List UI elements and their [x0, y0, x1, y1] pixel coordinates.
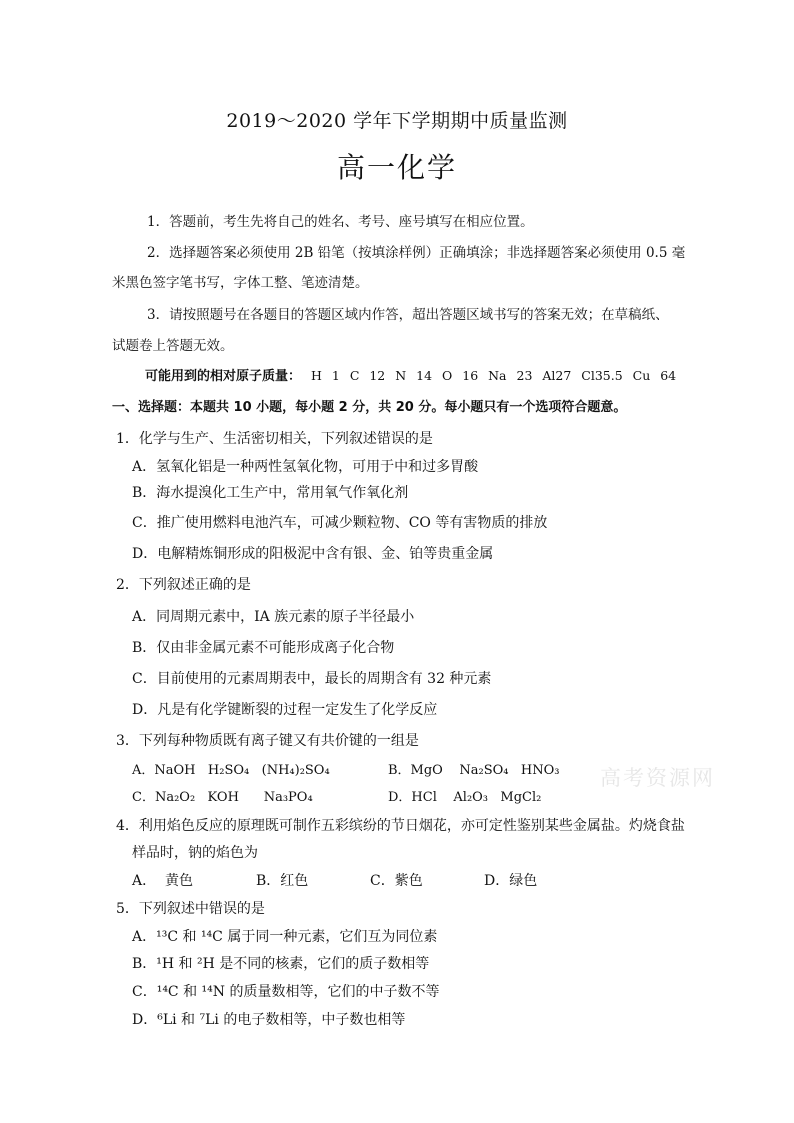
exam-title: 2019～2020 学年下学期期中质量监测 [226, 110, 568, 132]
section-heading: 一、选择题：本题共 10 小题，每小题 2 分，共 20 分。每小题只有一个选项符合题意。 [112, 400, 627, 415]
question-1-stem: 1．化学与生产、生活密切相关，下列叙述错误的是 [116, 431, 433, 447]
question-2-option-c: C．目前使用的元素周期表中，最长的周期含有 32 种元素 [132, 671, 492, 687]
watermark: 高考资源网 [600, 766, 715, 790]
question-4-stem-cont: 样品时，钠的焰色为 [132, 845, 258, 861]
question-5-stem: 5．下列叙述中错误的是 [116, 901, 265, 917]
question-4-option-d: D．绿色 [484, 873, 538, 889]
question-3-stem: 3．下列每种物质既有离子键又有共价键的一组是 [116, 733, 419, 749]
question-1-option-c: C．推广使用燃料电池汽车，可减少颗粒物、CO 等有害物质的排放 [132, 515, 548, 531]
question-4-option-c: C．紫色 [370, 873, 423, 889]
question-2-stem: 2．下列叙述正确的是 [116, 577, 251, 593]
atomic-masses [145, 365, 676, 384]
notice-2: 2．选择题答案必须使用 2B 铅笔（按填涂样例）正确填涂；非选择题答案必须使用 0.5 毫 [147, 245, 686, 261]
subject-title: 高一化学 [336, 151, 457, 184]
question-5-option-a: A．¹³C 和 ¹⁴C 属于同一种元素，它们互为同位素 [132, 929, 438, 945]
question-2-option-a: A．同周期元素中，ⅠA 族元素的原子半径最小 [132, 609, 415, 625]
notice-2-cont: 米黑色签字笔书写，字体工整、笔迹清楚。 [112, 275, 369, 291]
question-1-option-d: D．电解精炼铜形成的阳极泥中含有银、金、铂等贵重金属 [132, 546, 494, 562]
question-1-option-a: A．氢氧化铝是一种两性氢氧化物，可用于中和过多胃酸 [132, 459, 479, 475]
notice-3: 3．请按照题号在各题目的答题区域内作答，超出答题区域书写的答案无效；在草稿纸、 [147, 307, 669, 323]
question-3-option-b: B．MgO Na₂SO₄ HNO₃ [388, 763, 560, 778]
question-4-option-b: B．红色 [256, 873, 309, 889]
atomic-masses-label: 可能用到的相对原子质量： [145, 369, 302, 384]
question-5-option-c: C．¹⁴C 和 ¹⁴N 的质量数相等，它们的中子数不等 [132, 984, 440, 1000]
question-5-option-b: B．¹H 和 ²H 是不同的核素，它们的质子数相等 [132, 956, 430, 972]
question-2-option-d: D．凡是有化学键断裂的过程一定发生了化学反应 [132, 702, 438, 718]
question-4-option-a: A． 黄色 [132, 873, 194, 889]
question-1-option-b: B．海水提溴化工生产中，常用氧气作氧化剂 [132, 485, 409, 501]
question-5-option-d: D．⁶Li 和 ⁷Li 的电子数相等，中子数也相等 [132, 1012, 406, 1028]
question-3-option-a: A．NaOH H₂SO₄ (NH₄)₂SO₄ [132, 763, 330, 778]
question-3-option-d: D．HCl Al₂O₃ MgCl₂ [388, 790, 542, 805]
question-2-option-b: B．仅由非金属元素不可能形成离子化合物 [132, 640, 395, 656]
atomic-masses-values: H 1 C 12 N 14 O 16 Na 23 Al27 Cl35.5 Cu 64 [311, 368, 677, 383]
notice-1: 1．答题前，考生先将自己的姓名、考号、座号填写在相应位置。 [147, 214, 534, 230]
question-3-option-c: C．Na₂O₂ KOH Na₃PO₄ [132, 790, 313, 805]
notice-3-cont: 试题卷上答题无效。 [112, 338, 234, 354]
question-4-stem: 4．利用焰色反应的原理既可制作五彩缤纷的节日烟花，亦可定性鉴别某些金属盐。灼烧食盐 [116, 818, 685, 834]
